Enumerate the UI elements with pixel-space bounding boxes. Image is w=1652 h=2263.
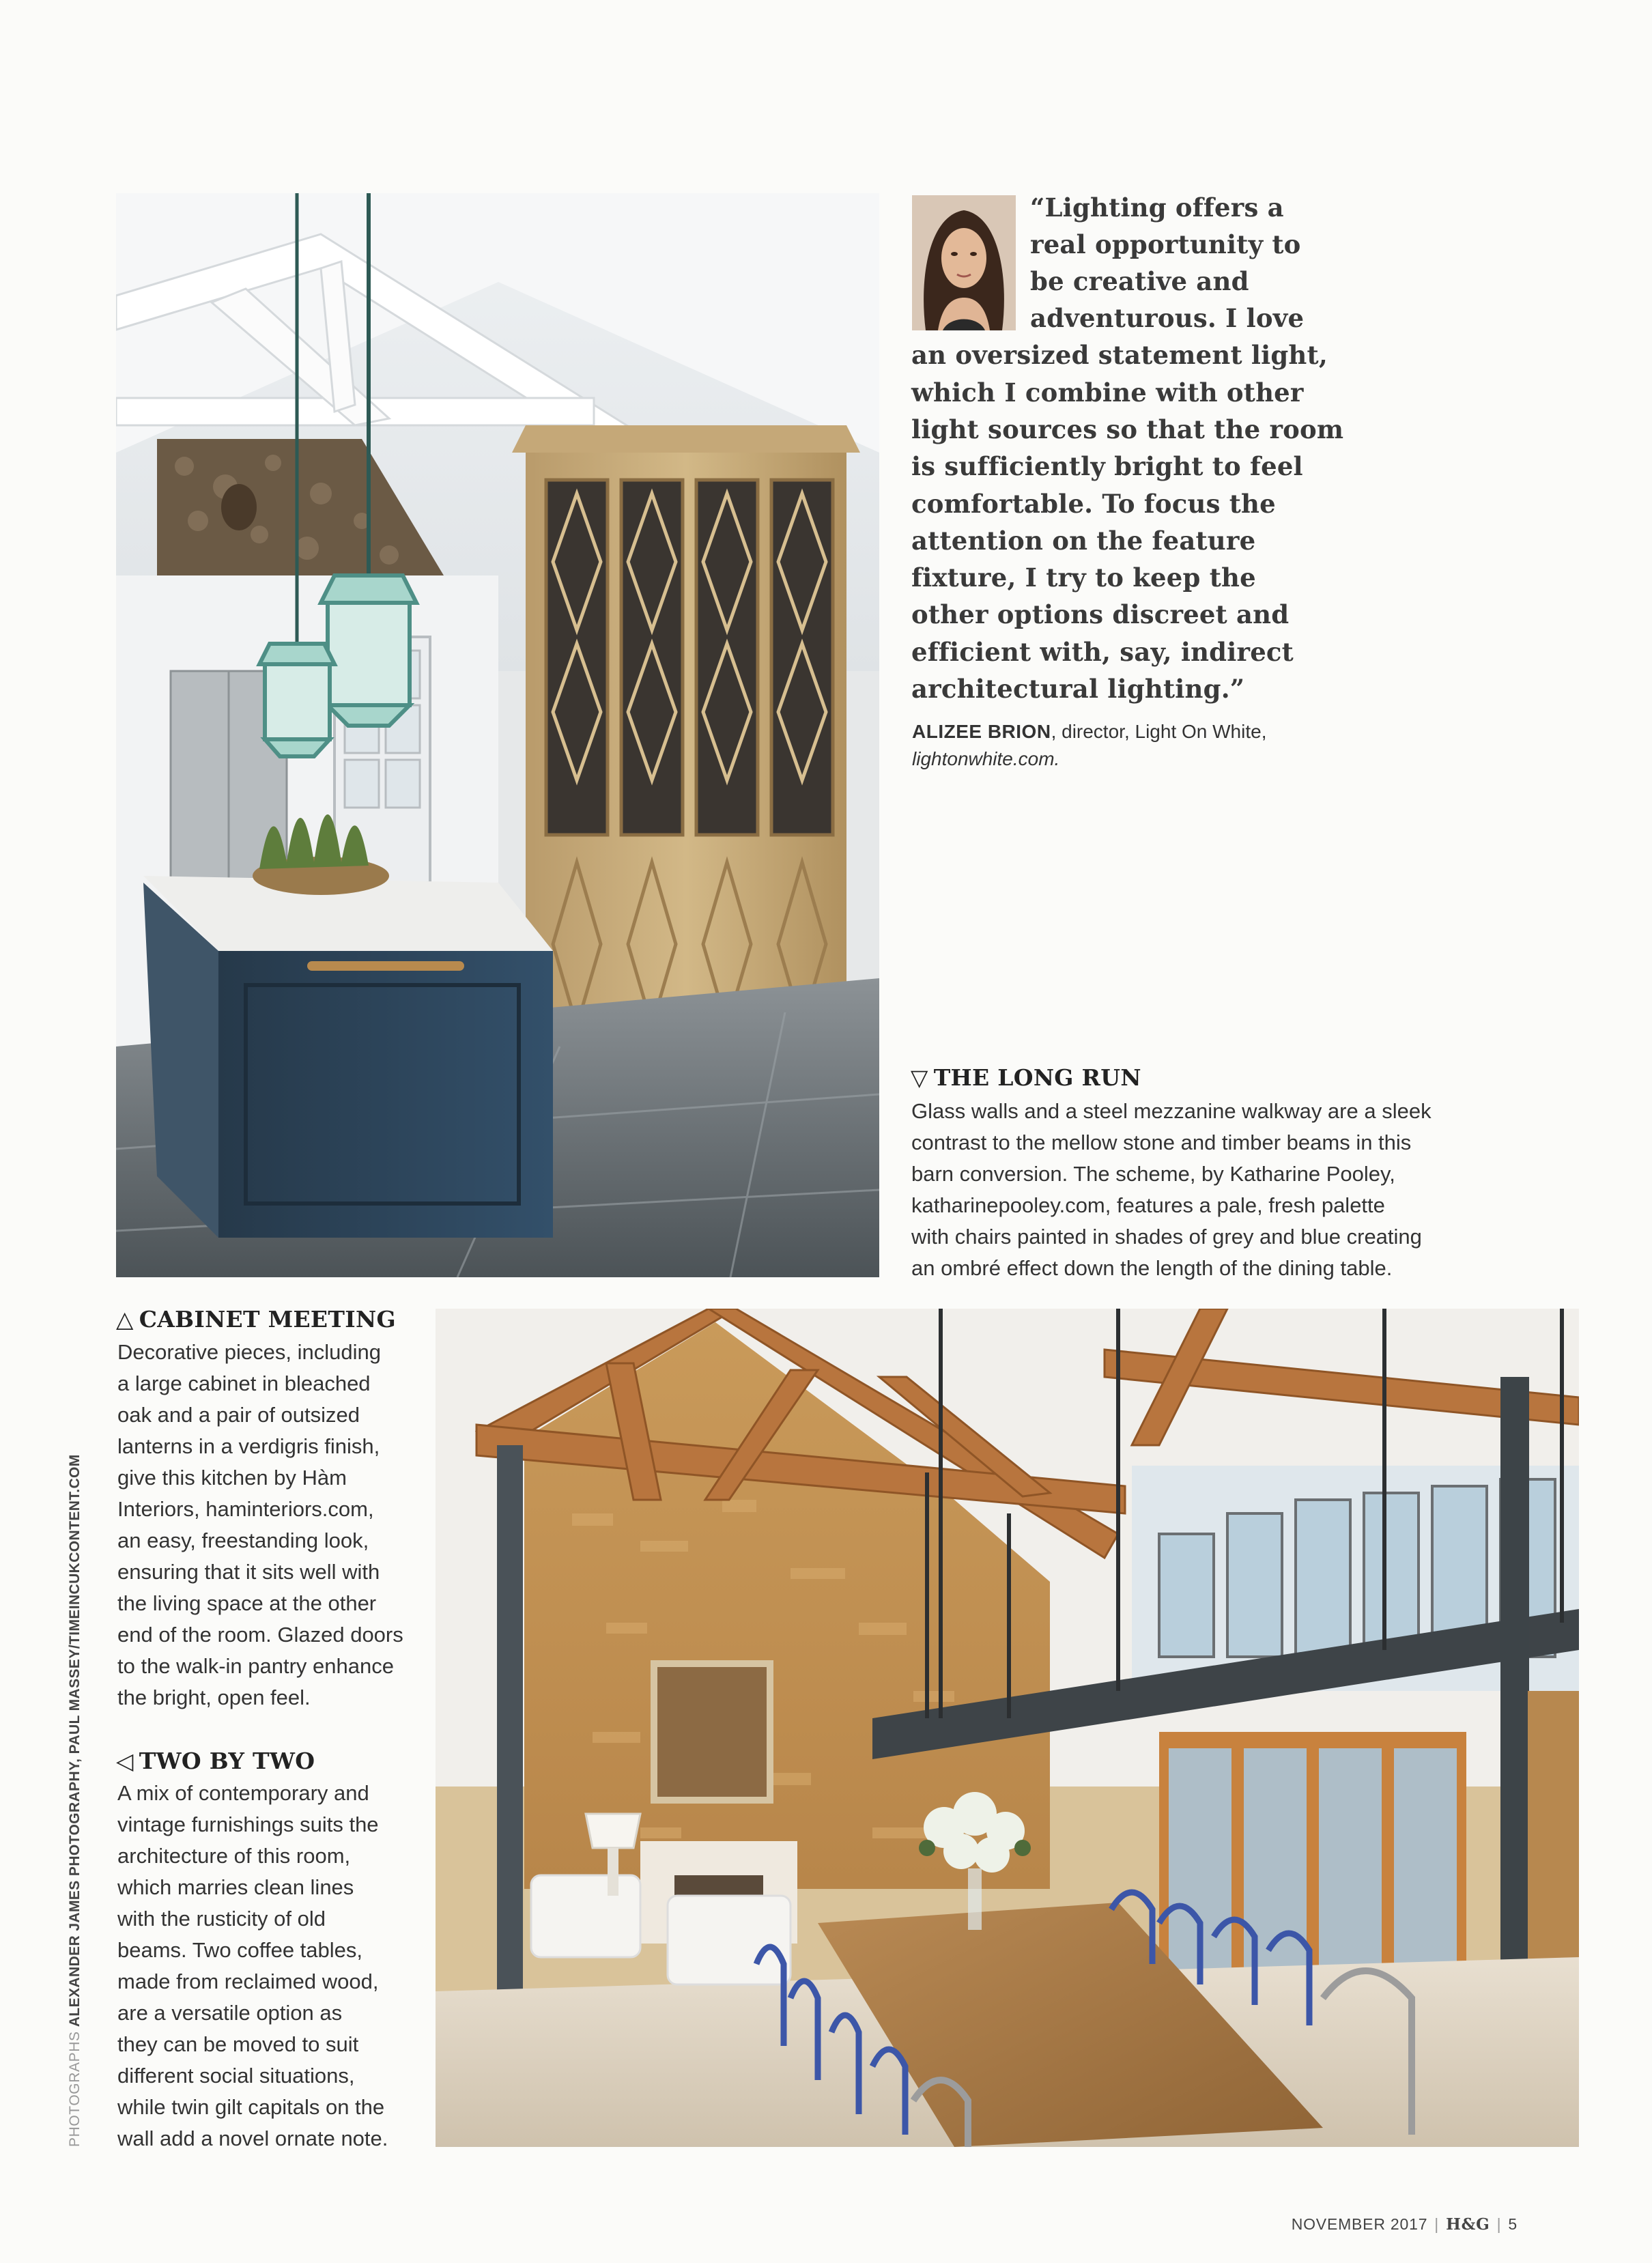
barn-dining-photo bbox=[436, 1309, 1579, 2147]
caption-line: barn conversion. The scheme, by Katharine Pooley, bbox=[911, 1162, 1395, 1186]
caption-line: they can be moved to suit bbox=[117, 2032, 359, 2056]
caption-line: a large cabinet in bleached bbox=[117, 1371, 371, 1395]
caption-line: the living space at the other bbox=[117, 1591, 377, 1615]
quote-line: “Lighting offers a bbox=[1030, 193, 1284, 223]
caption-body-two-by-two bbox=[117, 1778, 388, 2154]
caption-line: A mix of contemporary and bbox=[117, 1781, 369, 1805]
quote-line: fixture, I try to keep the bbox=[911, 563, 1256, 593]
quote-line: adventurous. I love bbox=[1030, 303, 1305, 333]
quote-line: comfortable. To focus the bbox=[911, 489, 1276, 519]
caption-title-cabinet-meeting: △ CABINET MEETING bbox=[116, 1306, 396, 1333]
attribution-url: lightonwhite.com. bbox=[912, 748, 1060, 769]
photo-credit-label: PHOTOGRAPHS bbox=[67, 2031, 83, 2147]
quote-line: is sufficiently bright to feel bbox=[911, 451, 1303, 481]
quote-attribution bbox=[912, 718, 1349, 773]
caption-body-cabinet-meeting bbox=[117, 1337, 403, 1713]
triangle-down-icon: ▽ bbox=[911, 1064, 928, 1091]
author-portrait bbox=[912, 195, 1016, 330]
caption-line: the bright, open feel. bbox=[117, 1685, 311, 1709]
caption-line: wall add a novel ornate note. bbox=[117, 2126, 388, 2150]
quote-line: real opportunity to bbox=[1030, 229, 1301, 259]
page-number: 5 bbox=[1508, 2215, 1518, 2233]
caption-line: beams. Two coffee tables, bbox=[117, 1938, 363, 1962]
quote-line: other options discreet and bbox=[911, 599, 1290, 629]
caption-title-two-by-two: ◁ TWO BY TWO bbox=[116, 1748, 315, 1774]
photo-credit-names: ALEXANDER JAMES PHOTOGRAPHY, PAUL MASSEY/TIMEINCUKCONTENT.COM bbox=[67, 1454, 83, 2027]
quote-line: attention on the feature bbox=[911, 526, 1256, 556]
caption-line: Interiors, haminteriors.com, bbox=[117, 1497, 374, 1521]
page-footer bbox=[1292, 2215, 1518, 2234]
footer-divider: | bbox=[1434, 2215, 1440, 2233]
photo-credit bbox=[67, 1454, 87, 2147]
caption-line: made from reclaimed wood, bbox=[117, 1969, 379, 1993]
footer-divider: | bbox=[1496, 2215, 1502, 2233]
caption-body-long-run bbox=[911, 1096, 1432, 1284]
caption-line: lanterns in a verdigris finish, bbox=[117, 1434, 380, 1458]
caption-line: oak and a pair of outsized bbox=[117, 1403, 360, 1427]
caption-line: give this kitchen by Hàm bbox=[117, 1466, 347, 1490]
attribution-role: , director, Light On White, bbox=[1051, 721, 1267, 742]
caption-line: which marries clean lines bbox=[117, 1875, 354, 1899]
caption-line: Decorative pieces, including bbox=[117, 1340, 381, 1364]
barn-illustration bbox=[436, 1309, 1579, 2147]
attribution-name: ALIZEE BRION bbox=[912, 721, 1051, 742]
magazine-logo: H&G bbox=[1446, 2215, 1490, 2234]
triangle-up-icon: △ bbox=[116, 1306, 134, 1333]
caption-line: different social situations, bbox=[117, 2064, 355, 2088]
caption-line: ensuring that it sits well with bbox=[117, 1560, 380, 1584]
kitchen-photo bbox=[116, 193, 879, 1277]
caption-line: with chairs painted in shades of grey and blue creating bbox=[911, 1225, 1422, 1249]
caption-line: vintage furnishings suits the bbox=[117, 1812, 379, 1836]
caption-line: to the walk-in pantry enhance bbox=[117, 1654, 394, 1678]
quote-line: be creative and bbox=[1030, 266, 1249, 296]
caption-line: while twin gilt capitals on the bbox=[117, 2095, 385, 2119]
caption-line: an easy, freestanding look, bbox=[117, 1528, 369, 1552]
quote-line: efficient with, say, indirect bbox=[911, 637, 1294, 667]
portrait-illustration bbox=[912, 195, 1016, 330]
quote-line: light sources so that the room bbox=[911, 414, 1344, 444]
quote-line: an oversized statement light, bbox=[911, 340, 1328, 370]
caption-line: architecture of this room, bbox=[117, 1844, 351, 1868]
caption-line: an ombré effect down the length of the dining table. bbox=[911, 1256, 1393, 1280]
kitchen-illustration bbox=[116, 193, 879, 1277]
quote-line: which I combine with other bbox=[911, 378, 1304, 408]
caption-line: are a versatile option as bbox=[117, 2001, 343, 2025]
caption-line: Glass walls and a steel mezzanine walkway are a sleek bbox=[911, 1099, 1432, 1123]
issue-date: NOVEMBER 2017 bbox=[1291, 2215, 1428, 2233]
caption-line: with the rusticity of old bbox=[117, 1907, 326, 1931]
caption-line: end of the room. Glazed doors bbox=[117, 1623, 403, 1647]
quote-line: architectural lighting.” bbox=[911, 674, 1245, 704]
caption-line: katharinepooley.com, features a pale, fresh palette bbox=[911, 1193, 1385, 1217]
caption-title-long-run: ▽ THE LONG RUN bbox=[911, 1064, 1141, 1091]
caption-line: contrast to the mellow stone and timber beams in this bbox=[911, 1130, 1412, 1154]
triangle-left-icon: ◁ bbox=[116, 1748, 134, 1774]
